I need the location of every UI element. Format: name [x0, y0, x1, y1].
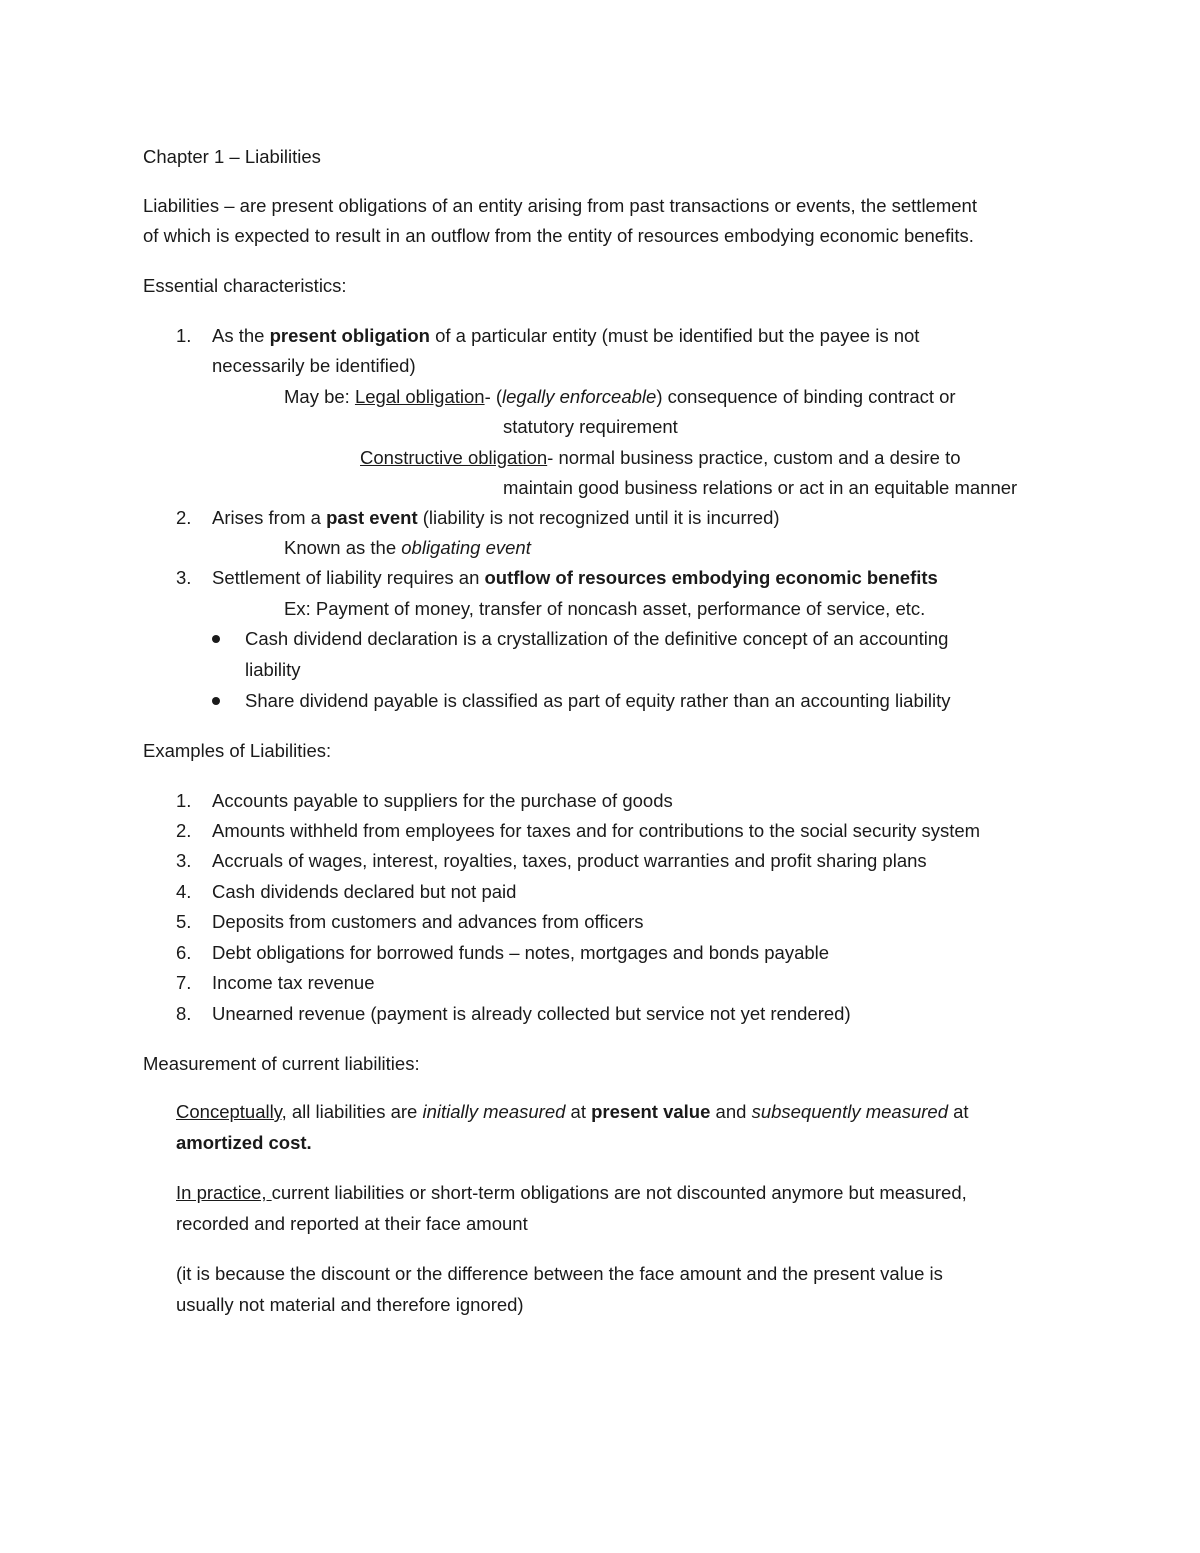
constructive-obligation-term: Constructive obligation	[360, 447, 548, 468]
in-practice-line: In practice, current liabilities or short-term obligations are not discounted anymore but measured,	[176, 1182, 967, 1203]
example-item: Amounts withheld from employees for taxes and for contributions to the social security system	[212, 820, 981, 841]
example-item: Unearned revenue (payment is already collected but service not yet rendered)	[212, 1003, 851, 1024]
essential-heading: Essential characteristics:	[143, 275, 347, 296]
example-item: Accounts payable to suppliers for the purchase of goods	[212, 790, 673, 811]
page-title: Chapter 1 – Liabilities	[143, 146, 321, 167]
essential-item-1-number: 1.	[176, 325, 192, 346]
bullet-item-1: Cash dividend declaration is a crystallization of the definitive concept of an accounting	[245, 628, 949, 649]
definition-line-2: of which is expected to result in an outflow from the entity of resources embodying economic benefits.	[143, 225, 974, 246]
constructive-obligation-line: Constructive obligation- normal business practice, custom and a desire to	[360, 447, 961, 468]
definition-line-1: Liabilities – are present obligations of an entity arising from past transactions or events, the settlement	[143, 195, 977, 216]
obligating-event-line: Known as the obligating event	[284, 537, 531, 558]
examples-heading: Examples of Liabilities:	[143, 740, 332, 761]
note-line-1: (it is because the discount or the difference between the face amount and the present value is	[176, 1263, 943, 1284]
example-number: 6.	[176, 942, 192, 963]
legal-obligation-cont: statutory requirement	[503, 416, 678, 437]
measurement-heading: Measurement of current liabilities:	[143, 1053, 420, 1074]
bullet-item-2: Share dividend payable is classified as part of equity rather than an accounting liability	[245, 690, 951, 711]
example-item: Accruals of wages, interest, royalties, taxes, product warranties and profit sharing plans	[212, 850, 927, 871]
bullet-icon	[212, 697, 220, 705]
example-number: 7.	[176, 972, 192, 993]
bullet-item-1-cont: liability	[245, 659, 301, 680]
example-number: 3.	[176, 850, 192, 871]
example-number: 5.	[176, 911, 192, 932]
example-number: 4.	[176, 881, 192, 902]
legal-obligation-term: Legal obligation	[354, 386, 485, 407]
essential-item-3-number: 3.	[176, 567, 192, 588]
example-number: 1.	[176, 790, 192, 811]
conceptually-line: Conceptually, all liabilities are initially measured at present value and subsequently measured at	[176, 1101, 969, 1122]
in-practice-cont: recorded and reported at their face amount	[176, 1213, 528, 1234]
essential-item-2: Arises from a past event (liability is not recognized until it is incurred)	[212, 507, 780, 528]
essential-item-1: As the present obligation of a particular entity (must be identified but the payee is not	[212, 325, 920, 346]
bullet-icon	[212, 635, 220, 643]
example-item: Deposits from customers and advances from officers	[212, 911, 644, 932]
example-item: Cash dividends declared but not paid	[212, 881, 517, 902]
bold-term: present obligation	[269, 325, 430, 346]
example-line: Ex: Payment of money, transfer of noncash asset, performance of service, etc.	[284, 598, 926, 619]
example-number: 2.	[176, 820, 192, 841]
example-item: Income tax revenue	[212, 972, 375, 993]
legal-obligation-line: May be: Legal obligation- (legally enforceable) consequence of binding contract or	[284, 386, 956, 407]
essential-item-1-cont: necessarily be identified)	[212, 355, 416, 376]
conceptually-cont: amortized cost.	[176, 1132, 312, 1153]
example-number: 8.	[176, 1003, 192, 1024]
essential-item-3: Settlement of liability requires an outflow of resources embodying economic benefits	[212, 567, 938, 588]
essential-item-2-number: 2.	[176, 507, 192, 528]
constructive-obligation-cont: maintain good business relations or act in an equitable manner	[503, 477, 1018, 498]
example-item: Debt obligations for borrowed funds – notes, mortgages and bonds payable	[212, 942, 830, 963]
note-line-2: usually not material and therefore ignored)	[176, 1294, 524, 1315]
